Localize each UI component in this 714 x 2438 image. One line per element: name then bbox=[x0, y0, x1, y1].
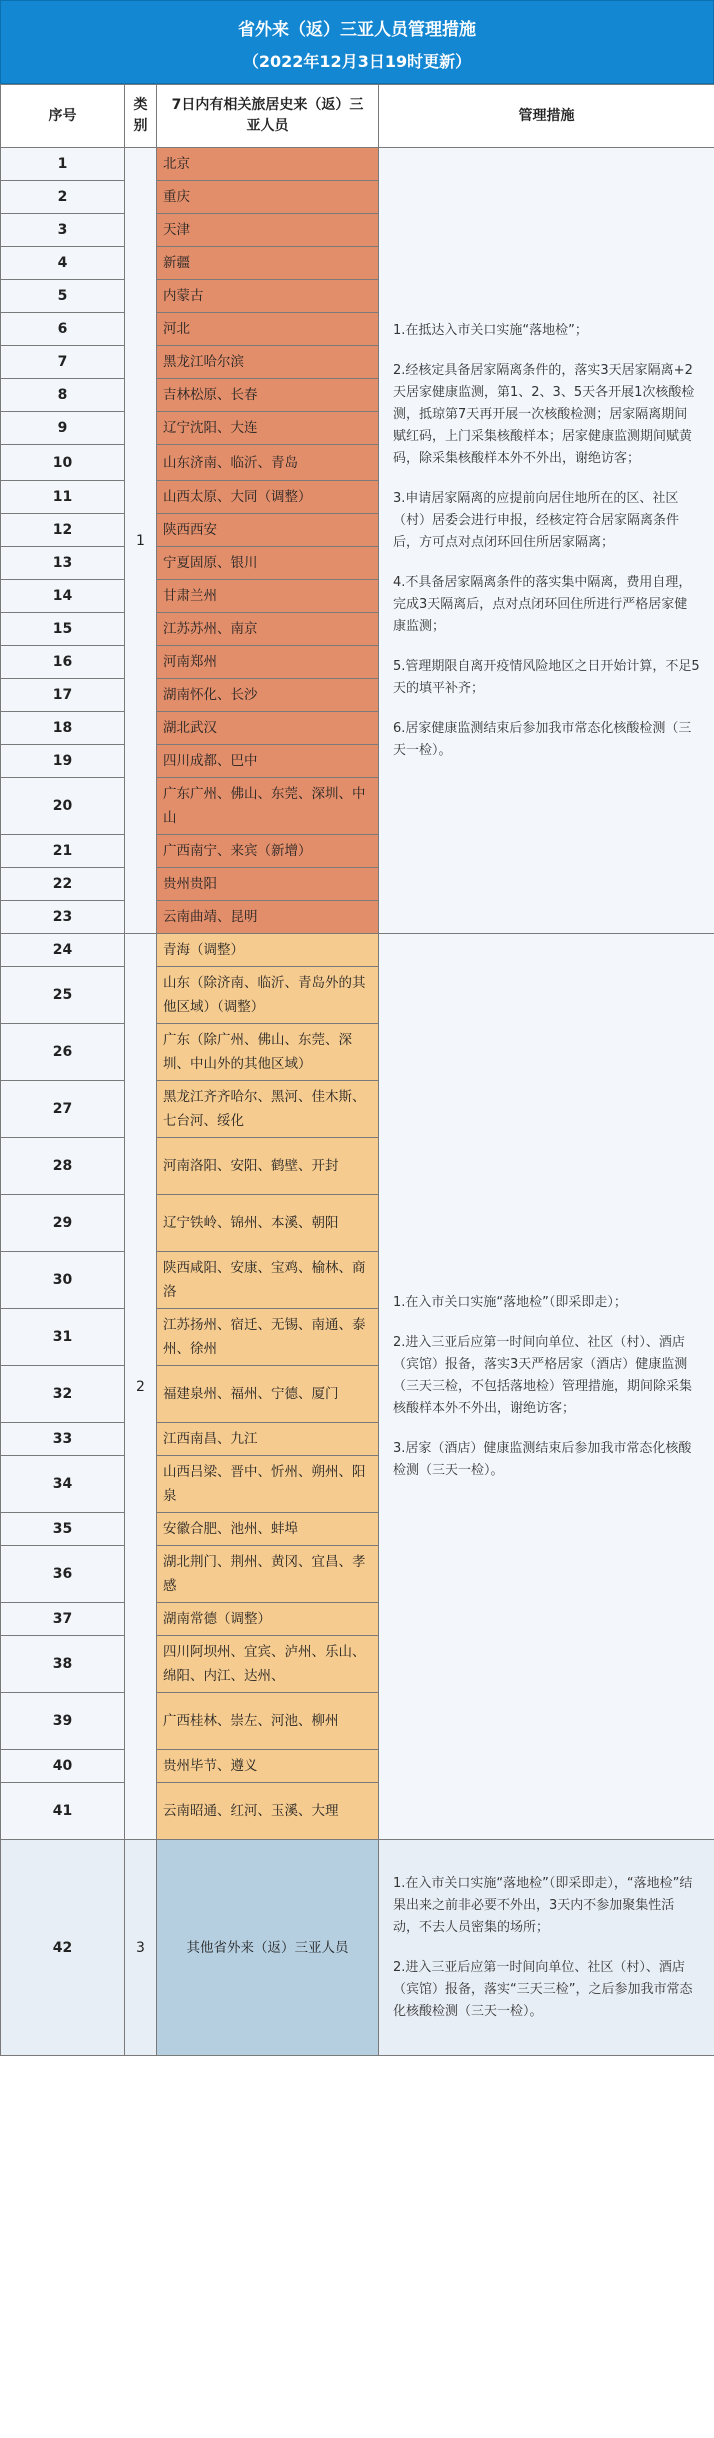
region-cell: 山东（除济南、临沂、青岛外的其他区域）（调整） bbox=[157, 967, 379, 1024]
row-seq: 18 bbox=[1, 712, 125, 745]
region-cell: 广西桂林、崇左、河池、柳州 bbox=[157, 1693, 379, 1750]
measure-item: 6.居家健康监测结束后参加我市常态化核酸检测（三天一检）。 bbox=[393, 720, 692, 758]
category-cell: 3 bbox=[125, 1840, 157, 2056]
row-seq: 42 bbox=[1, 1840, 125, 2056]
measure-item: 1.在入市关口实施“落地检”（即采即走），“落地检”结果出来之前非必要不外出，3天内不参加聚集性活动，不去人员密集的场所； bbox=[393, 1875, 693, 1935]
row-seq: 9 bbox=[1, 412, 125, 445]
region-cell: 山东济南、临沂、青岛 bbox=[157, 445, 379, 481]
row-seq: 5 bbox=[1, 280, 125, 313]
region-cell: 天津 bbox=[157, 214, 379, 247]
row-seq: 24 bbox=[1, 934, 125, 967]
table-body bbox=[1, 148, 714, 2056]
region-cell: 陕西咸阳、安康、宝鸡、榆林、商洛 bbox=[157, 1252, 379, 1309]
row-seq: 2 bbox=[1, 181, 125, 214]
region-cell: 青海（调整） bbox=[157, 934, 379, 967]
table-row bbox=[1, 1840, 714, 2056]
row-seq: 32 bbox=[1, 1366, 125, 1423]
measure-item: 2.进入三亚后应第一时间向单位、社区（村）、酒店（宾馆）报备，落实“三天三检”，之后参加我市常态化核酸检测（三天一检）。 bbox=[393, 1959, 693, 2019]
region-cell: 福建泉州、福州、宁德、厦门 bbox=[157, 1366, 379, 1423]
measures-cell bbox=[379, 1840, 714, 2056]
region-cell: 安徽合肥、池州、蚌埠 bbox=[157, 1513, 379, 1546]
column-header-measures: 管理措施 bbox=[379, 85, 714, 148]
row-seq: 35 bbox=[1, 1513, 125, 1546]
row-seq: 19 bbox=[1, 745, 125, 778]
measures-table bbox=[0, 84, 714, 2056]
row-seq: 12 bbox=[1, 514, 125, 547]
row-seq: 31 bbox=[1, 1309, 125, 1366]
column-header-seq: 序号 bbox=[1, 85, 125, 148]
region-cell: 江苏扬州、宿迁、无锡、南通、泰州、徐州 bbox=[157, 1309, 379, 1366]
region-cell: 山西太原、大同（调整） bbox=[157, 481, 379, 514]
update-time: （2022年12月3日19时更新） bbox=[242, 52, 472, 71]
region-cell: 辽宁铁岭、锦州、本溪、朝阳 bbox=[157, 1195, 379, 1252]
region-cell: 河南洛阳、安阳、鹤壁、开封 bbox=[157, 1138, 379, 1195]
row-seq: 13 bbox=[1, 547, 125, 580]
measure-item: 1.在抵达入市关口实施“落地检”； bbox=[393, 322, 588, 338]
region-cell: 四川阿坝州、宜宾、泸州、乐山、绵阳、内江、达州、 bbox=[157, 1636, 379, 1693]
row-seq: 23 bbox=[1, 901, 125, 934]
measures-cell bbox=[379, 934, 714, 1840]
row-seq: 28 bbox=[1, 1138, 125, 1195]
region-cell: 内蒙古 bbox=[157, 280, 379, 313]
row-seq: 41 bbox=[1, 1783, 125, 1840]
row-seq: 10 bbox=[1, 445, 125, 481]
region-cell: 河南郑州 bbox=[157, 646, 379, 679]
row-seq: 4 bbox=[1, 247, 125, 280]
region-cell: 北京 bbox=[157, 148, 379, 181]
row-seq: 6 bbox=[1, 313, 125, 346]
region-cell: 云南昭通、红河、玉溪、大理 bbox=[157, 1783, 379, 1840]
category-cell: 1 bbox=[125, 148, 157, 934]
region-cell: 黑龙江哈尔滨 bbox=[157, 346, 379, 379]
region-cell: 广西南宁、来宾（新增） bbox=[157, 835, 379, 868]
region-cell: 云南曲靖、昆明 bbox=[157, 901, 379, 934]
row-seq: 8 bbox=[1, 379, 125, 412]
row-seq: 40 bbox=[1, 1750, 125, 1783]
category-cell: 2 bbox=[125, 934, 157, 1840]
region-cell: 吉林松原、长春 bbox=[157, 379, 379, 412]
row-seq: 34 bbox=[1, 1456, 125, 1513]
region-cell: 湖南怀化、长沙 bbox=[157, 679, 379, 712]
measure-item: 2.进入三亚后应第一时间向单位、社区（村）、酒店（宾馆）报备，落实3天严格居家（酒店）健康监测（三天三检，不包括落地检）管理措施，期间除采集核酸样本外不外出，谢绝访客； bbox=[393, 1334, 693, 1416]
row-seq: 30 bbox=[1, 1252, 125, 1309]
region-cell: 江苏苏州、南京 bbox=[157, 613, 379, 646]
region-cell: 河北 bbox=[157, 313, 379, 346]
column-header-row bbox=[1, 85, 714, 148]
region-cell: 陕西西安 bbox=[157, 514, 379, 547]
region-cell: 黑龙江齐齐哈尔、黑河、佳木斯、七台河、绥化 bbox=[157, 1081, 379, 1138]
row-seq: 27 bbox=[1, 1081, 125, 1138]
row-seq: 38 bbox=[1, 1636, 125, 1693]
measures-cell bbox=[379, 148, 714, 934]
row-seq: 22 bbox=[1, 868, 125, 901]
region-cell: 辽宁沈阳、大连 bbox=[157, 412, 379, 445]
region-cell: 贵州贵阳 bbox=[157, 868, 379, 901]
row-seq: 15 bbox=[1, 613, 125, 646]
row-seq: 33 bbox=[1, 1423, 125, 1456]
measure-item: 3.申请居家隔离的应提前向居住地所在的区、社区（村）居委会进行申报，经核定符合居家隔离条件后，方可点对点闭环回住所居家隔离； bbox=[393, 490, 680, 550]
row-seq: 21 bbox=[1, 835, 125, 868]
measure-item: 2.经核定具备居家隔离条件的，落实3天居家隔离+2天居家健康监测，第1、2、3、5天各开展1次核酸检测，抵琼第7天再开展一次核酸检测；居家隔离期间赋红码，上门采集核酸样本；居家健康监测期间赋黄码，除采集核酸样本外不外出，谢绝访客； bbox=[393, 362, 695, 466]
row-seq: 26 bbox=[1, 1024, 125, 1081]
measure-item: 4.不具备居家隔离条件的落实集中隔离，费用自理，完成3天隔离后，点对点闭环回住所进行严格居家健康监测； bbox=[393, 574, 692, 634]
region-cell: 重庆 bbox=[157, 181, 379, 214]
row-seq: 29 bbox=[1, 1195, 125, 1252]
region-cell: 山西吕梁、晋中、忻州、朔州、阳泉 bbox=[157, 1456, 379, 1513]
row-seq: 3 bbox=[1, 214, 125, 247]
region-cell: 湖南常德（调整） bbox=[157, 1603, 379, 1636]
region-cell: 甘肃兰州 bbox=[157, 580, 379, 613]
region-cell: 江西南昌、九江 bbox=[157, 1423, 379, 1456]
region-cell: 新疆 bbox=[157, 247, 379, 280]
row-seq: 37 bbox=[1, 1603, 125, 1636]
region-cell: 湖北武汉 bbox=[157, 712, 379, 745]
measure-item: 3.居家（酒店）健康监测结束后参加我市常态化核酸检测（三天一检）。 bbox=[393, 1440, 692, 1478]
region-cell: 宁夏固原、银川 bbox=[157, 547, 379, 580]
row-seq: 39 bbox=[1, 1693, 125, 1750]
region-cell: 广东（除广州、佛山、东莞、深圳、中山外的其他区域） bbox=[157, 1024, 379, 1081]
table-header-banner bbox=[0, 0, 714, 84]
row-seq: 14 bbox=[1, 580, 125, 613]
region-cell: 四川成都、巴中 bbox=[157, 745, 379, 778]
region-cell: 湖北荆门、荆州、黄冈、宜昌、孝感 bbox=[157, 1546, 379, 1603]
region-cell: 贵州毕节、遵义 bbox=[157, 1750, 379, 1783]
row-seq: 17 bbox=[1, 679, 125, 712]
table-row bbox=[1, 148, 714, 181]
page-title: 省外来（返）三亚人员管理措施 bbox=[238, 20, 476, 40]
column-header-region: 7日内有相关旅居史来（返）三亚人员 bbox=[157, 85, 379, 148]
column-header-category: 类别 bbox=[125, 85, 157, 148]
row-seq: 16 bbox=[1, 646, 125, 679]
row-seq: 36 bbox=[1, 1546, 125, 1603]
table-row bbox=[1, 934, 714, 967]
region-cell: 其他省外来（返）三亚人员 bbox=[157, 1840, 379, 2056]
row-seq: 7 bbox=[1, 346, 125, 379]
region-cell: 广东广州、佛山、东莞、深圳、中山 bbox=[157, 778, 379, 835]
row-seq: 20 bbox=[1, 778, 125, 835]
row-seq: 1 bbox=[1, 148, 125, 181]
row-seq: 25 bbox=[1, 967, 125, 1024]
row-seq: 11 bbox=[1, 481, 125, 514]
measure-item: 5.管理期限自离开疫情风险地区之日开始计算，不足5天的填平补齐； bbox=[393, 658, 700, 696]
measure-item: 1.在入市关口实施“落地检”（即采即走）； bbox=[393, 1294, 627, 1310]
